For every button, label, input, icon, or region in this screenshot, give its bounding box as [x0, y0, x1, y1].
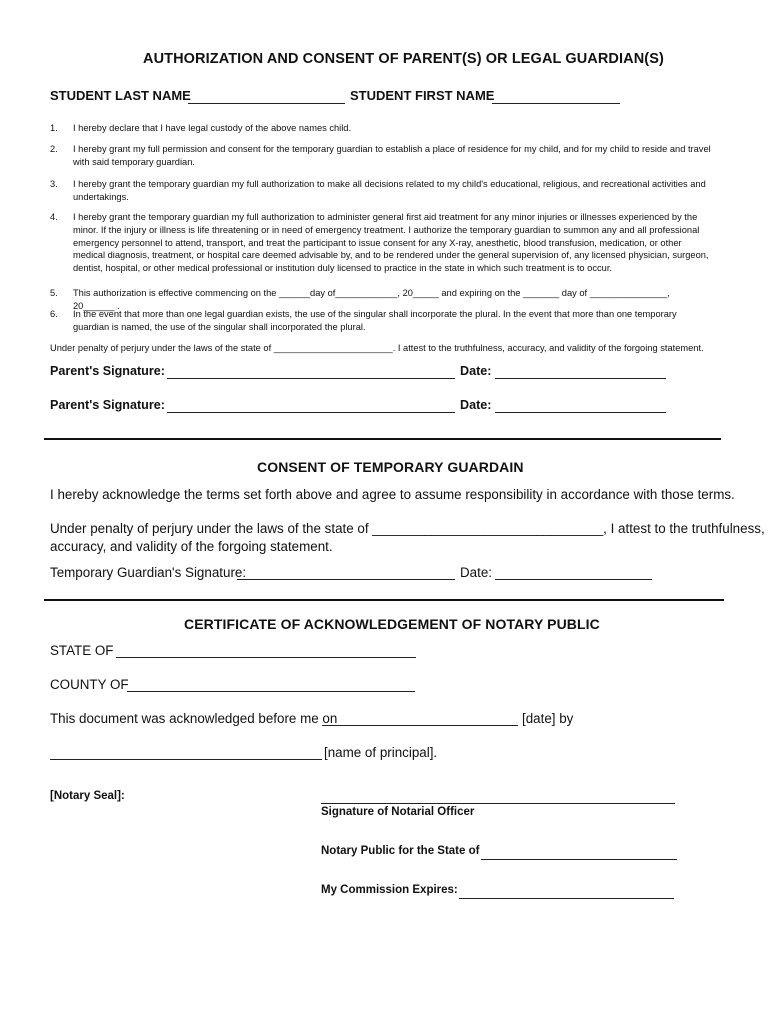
acknowledged-label: This document was acknowledged before me on — [50, 711, 338, 726]
principal-label: [name of principal]. — [324, 745, 438, 760]
guardian-signature-label: Temporary Guardian's Signature: — [50, 565, 247, 580]
guardian-perjury-line1: Under penalty of perjury under the laws of the state of _______________________________, I attest to the truthfulness, — [50, 521, 765, 536]
date-by-label: [date] by — [522, 711, 574, 726]
parent-signature-field[interactable] — [167, 364, 455, 379]
notary-section-title: CERTIFICATE OF ACKNOWLEDGEMENT OF NOTARY PUBLIC — [184, 616, 600, 632]
student-last-name-label: STUDENT LAST NAME — [50, 88, 191, 103]
perjury-statement: Under penalty of perjury under the laws of the state of _______________________. I attest to the truthfulness, accuracy, and validity of the forgoing statement. — [50, 343, 704, 353]
notary-state-field[interactable] — [481, 845, 677, 860]
student-first-name-label: STUDENT FIRST NAME — [350, 88, 495, 103]
notarial-officer-signature-field[interactable] — [321, 789, 675, 804]
parent-date-field[interactable] — [495, 364, 666, 379]
parent-date-field[interactable] — [495, 398, 666, 413]
date-label: Date: — [460, 398, 492, 412]
commission-expires-label: My Commission Expires: — [321, 884, 458, 896]
section-divider — [44, 599, 724, 601]
state-label: STATE OF — [50, 643, 114, 658]
state-field[interactable] — [116, 643, 416, 658]
student-first-name-field[interactable] — [492, 89, 620, 104]
acknowledged-date-field[interactable] — [322, 711, 518, 726]
parent-signature-label: Parent's Signature: — [50, 398, 165, 412]
notarial-officer-label: Signature of Notarial Officer — [321, 806, 475, 818]
guardian-signature-field[interactable] — [237, 565, 455, 580]
county-label: COUNTY OF — [50, 677, 129, 692]
county-field[interactable] — [127, 677, 415, 692]
guardian-date-field[interactable] — [495, 565, 652, 580]
guardian-section-title: CONSENT OF TEMPORARY GUARDAIN — [257, 459, 524, 475]
guardian-perjury-line2: accuracy, and validity of the forgoing statement. — [50, 539, 333, 554]
parent-signature-label: Parent's Signature: — [50, 364, 165, 378]
date-label: Date: — [460, 364, 492, 378]
notary-state-label: Notary Public for the State of — [321, 845, 480, 857]
principal-name-field[interactable] — [50, 745, 322, 760]
commission-expires-field[interactable] — [459, 884, 674, 899]
notary-seal-label: [Notary Seal]: — [50, 790, 125, 802]
guardian-acknowledgement: I hereby acknowledge the terms set forth above and agree to assume responsibility in accordance with those terms. — [50, 487, 735, 502]
date-label: Date: — [460, 565, 493, 580]
parent-signature-field[interactable] — [167, 398, 455, 413]
section-divider — [44, 438, 721, 440]
form-title: AUTHORIZATION AND CONSENT OF PARENT(S) OR LEGAL GUARDIAN(S) — [143, 51, 664, 67]
student-last-name-field[interactable] — [188, 89, 345, 104]
